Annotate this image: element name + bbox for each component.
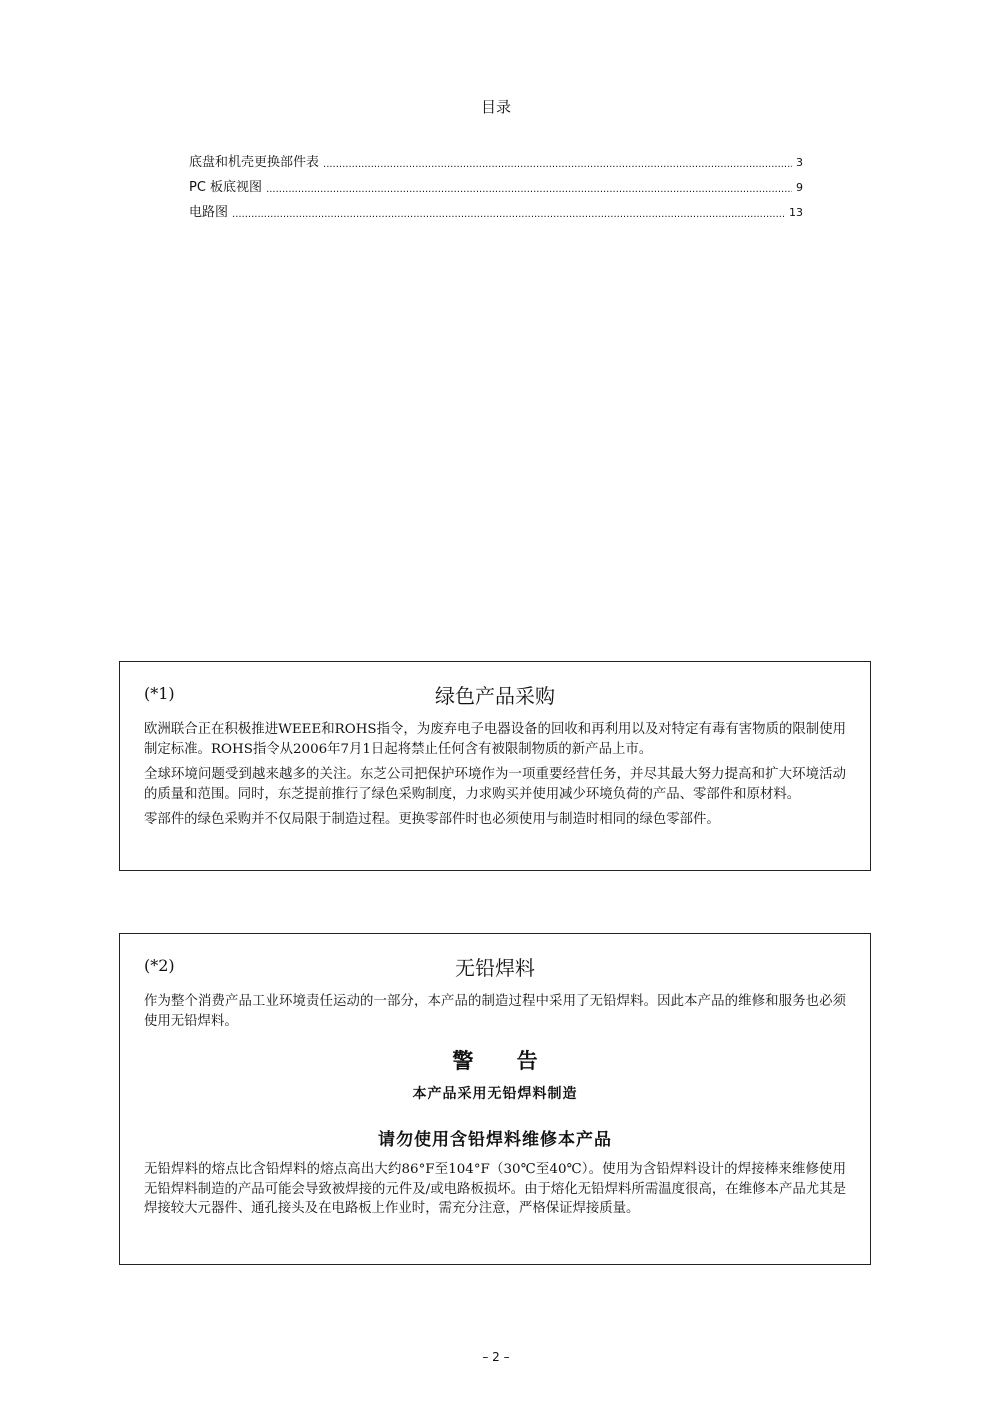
lead-free-solder-box [119,933,871,1265]
toc-entry-label: PC 板底视图 [189,180,263,195]
toc-entry-label: 底盘和机壳更换部件表 [189,155,320,170]
box-header [144,952,846,992]
toc-entry[interactable] [189,148,803,173]
box-header [144,680,846,720]
toc-entry[interactable] [189,173,803,198]
paragraph: 零部件的绿色采购并不仅局限于制造过程。更换零部件时也必须使用与制造时相同的绿色零部件。 [144,812,720,827]
toc-entry-page: 9 [796,181,803,194]
note-number: (*2) [144,956,175,975]
toc-leader-dots [266,182,792,198]
box-title: 绿色产品采购 [435,684,555,708]
page-number: – 2 – [482,1350,510,1364]
box-title: 无铅焊料 [455,956,535,980]
toc-title: 目录 [480,98,511,116]
toc-leader-dots [232,207,785,223]
toc-entry[interactable] [189,198,803,223]
paragraph: 全球环境问题受到越来越多的关注。东芝公司把保护环境作为一项重要经营任务，并尽其最大努力提高和扩大环境活动的质量和范围。同时，东芝提前推行了绿色采购制度，力求购买并使用减少环境负荷的产品、零部件和原材料。 [144,767,846,802]
green-procurement-box [119,661,871,871]
toc-entry-page: 3 [796,156,803,169]
toc-entry-page: 13 [789,206,803,219]
note-number: (*1) [144,684,175,703]
intro-paragraph: 作为整个消费产品工业环境责任运动的一部分，本产品的制造过程中采用了无铅焊料。因此本产品的维修和服务也必须使用无铅焊料。 [144,994,846,1029]
table-of-contents [189,148,803,223]
toc-entry-label: 电路图 [189,205,229,220]
warning-title: 警 告 [452,1049,556,1073]
warning-subtitle: 本产品采用无铅焊料制造 [412,1086,578,1102]
warning-instruction: 请勿使用含铅焊料维修本产品 [378,1130,612,1150]
warning-body: 无铅焊料的熔点比含铅焊料的熔点高出大约86°F至104°F（30℃至40℃）。使用为含铅焊料设计的焊接棒来维修使用无铅焊料制造的产品可能会导致被焊接的元件及/或电路板损坏。由于熔化无铅焊料所需温度很高，在维修本产品尤其是焊接较大元器件、通孔接头及在电路板上作业时，需充分注意，严格保证焊接质量。 [144,1162,846,1216]
toc-leader-dots [323,157,792,173]
paragraph: 欧洲联合正在积极推进WEEE和ROHS指令，为废弃电子电器设备的回收和再利用以及对特定有毒有害物质的限制使用制定标准。ROHS指令从2006年7月1日起将禁止任何含有被限制物质的新产品上市。 [144,722,846,757]
